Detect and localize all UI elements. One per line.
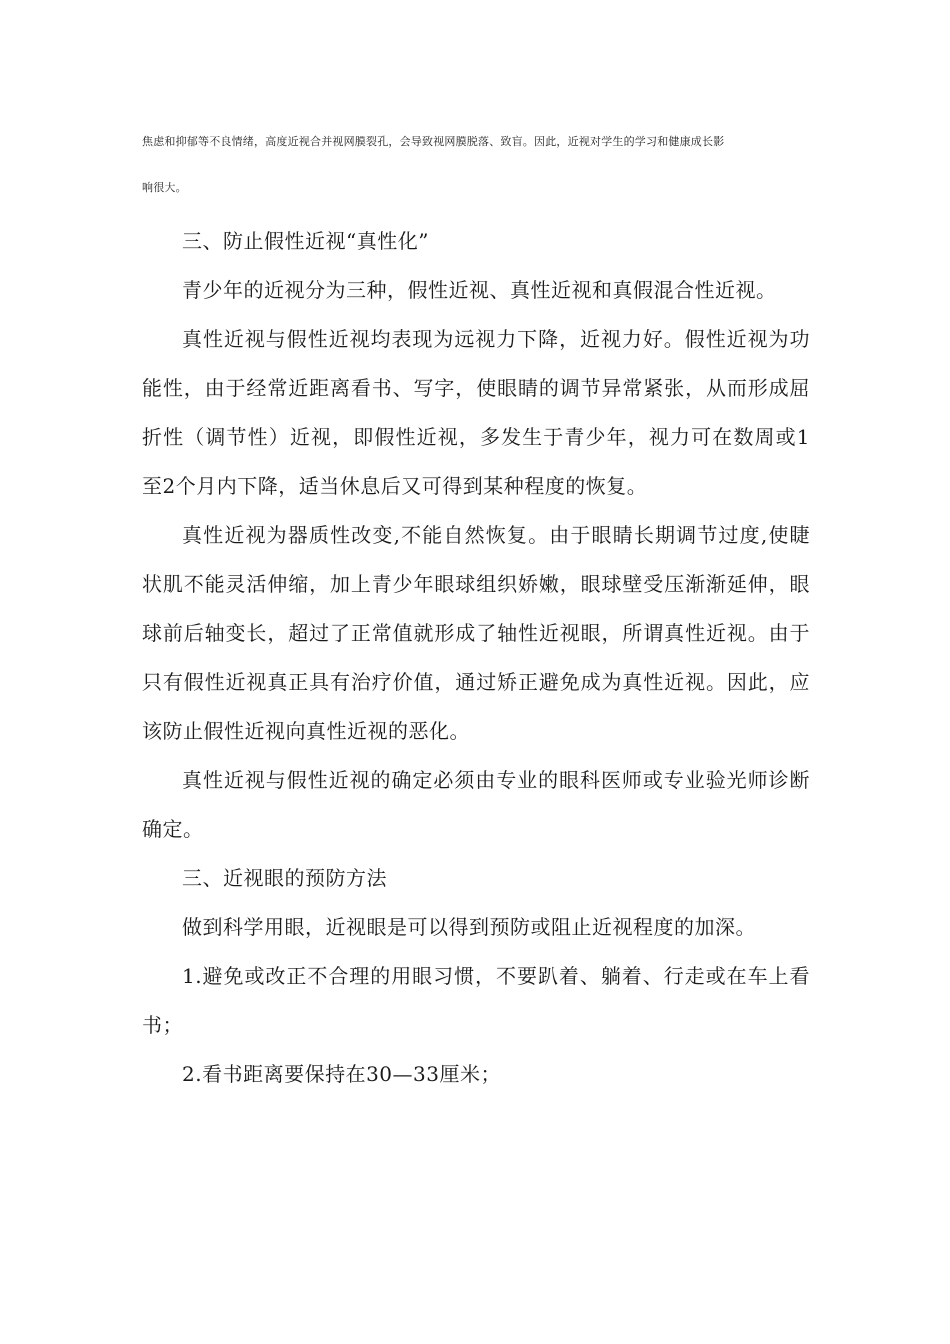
paragraph-diagnosis: 真性近视与假性近视的确定必须由专业的眼科医师或专业验光师诊断确定。 xyxy=(142,768,810,841)
continued-line-2: 响很大。 xyxy=(142,181,187,194)
continued-text-block xyxy=(142,119,810,211)
paragraph-true-myopia: 真性近视为器质性改变,不能自然恢复。由于眼睛长期调节过度,使睫状肌不能灵活伸缩，加上青少年眼球组织娇嫩，眼球壁受压渐渐延伸，眼球前后轴变长，超过了正常值就形成了轴性近视眼，所谓真性近视。由于只有假性近视真正具有治疗价值，通过矫正避免成为真性近视。因此，应该防止假性近视向真性近视的恶化。 xyxy=(142,523,810,743)
paragraph-scientific-eye-use: 做到科学用眼，近视眼是可以得到预防或阻止近视程度的加深。 xyxy=(182,915,756,939)
paragraph-pseudo-myopia: 真性近视与假性近视均表现为远视力下降，近视力好。假性近视为功能性，由于经常近距离看书、写字，使眼睛的调节异常紧张，从而形成屈折性（调节性）近视，即假性近视，多发生于青少年，视力可在数周或1至2个月内下降，适当休息后又可得到某种程度的恢复。 xyxy=(142,327,810,498)
list-item-2: 2.看书距离要保持在30—33厘米； xyxy=(182,1062,501,1086)
list-item-1: 1.避免或改正不合理的用眼习惯，不要趴着、躺着、行走或在车上看书； xyxy=(142,964,810,1037)
continued-line-1: 焦虑和抑郁等不良情绪，高度近视合并视网膜裂孔，会导致视网膜脱落、致盲。因此，近视对学生的学习和健康成长影 xyxy=(142,135,725,148)
body-text xyxy=(142,217,810,1099)
paragraph-myopia-types: 青少年的近视分为三种，假性近视、真性近视和真假混合性近视。 xyxy=(182,278,777,302)
section-heading-prevent-pseudo-myopia: 三、防止假性近视“真性化” xyxy=(182,229,429,253)
section-heading-prevention-methods: 三、近视眼的预防方法 xyxy=(182,866,387,890)
